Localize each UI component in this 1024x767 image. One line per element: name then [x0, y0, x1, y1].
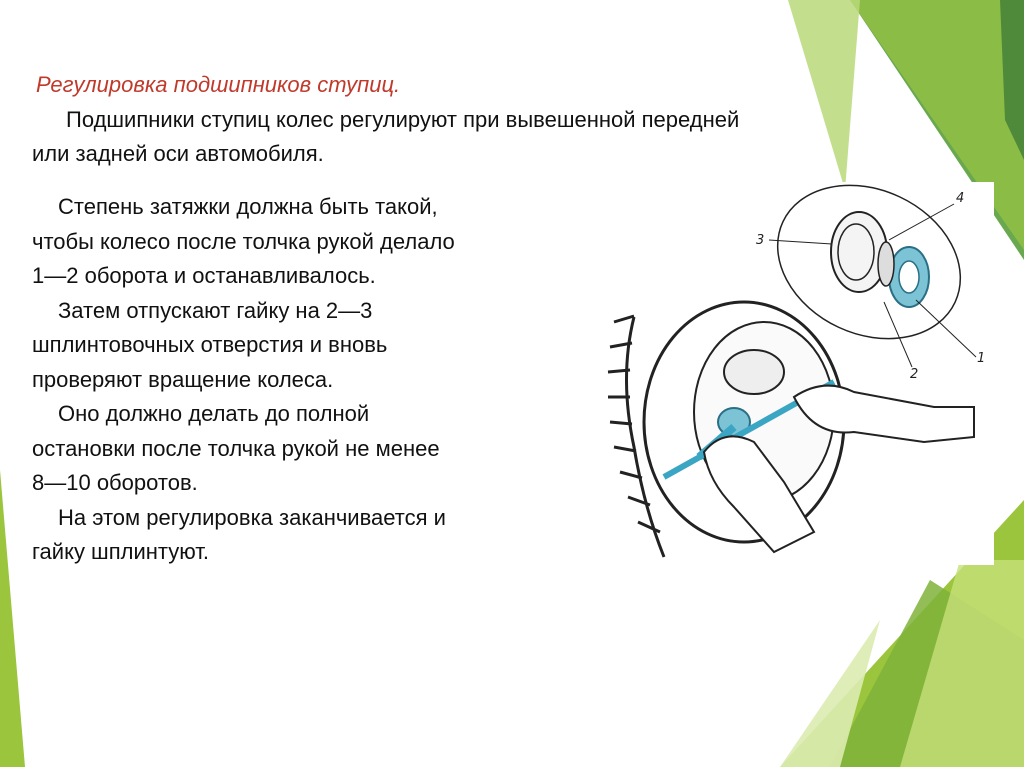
intro-line-2: или задней оси автомобиля. — [32, 141, 324, 166]
body-line-11: гайку шплинтуют. — [32, 539, 209, 564]
wheel-hub-drawing — [594, 182, 994, 565]
callout-label-4: 4 — [956, 191, 965, 206]
hub-cap-area — [724, 350, 784, 394]
body-line-10: На этом регулировка заканчивается и — [58, 504, 446, 530]
body-line-6: проверяют вращение колеса. — [32, 366, 334, 392]
body-line-3: 1—2 оборота и останавливалось. — [32, 263, 376, 288]
tire-tread-marks — [608, 316, 660, 532]
body-line-8: остановки после толчка рукой не менее — [32, 435, 440, 461]
intro-paragraph — [32, 103, 962, 171]
body-line-9: 8—10 оборотов. — [32, 470, 198, 495]
callout-label-2: 2 — [910, 367, 919, 382]
callout-line-2 — [884, 302, 912, 367]
callout-label-1: 1 — [977, 351, 986, 366]
wheel-hub-illustration — [594, 182, 994, 565]
body-line-7: Оно должно делать до полной — [58, 401, 370, 426]
body-line-5: шплинтовочных отверстия и вновь — [32, 332, 388, 357]
body-line-2: чтобы колесо после толчка рукой делало — [32, 228, 455, 254]
slide-title: Регулировка подшипников ступиц. — [36, 72, 401, 97]
intro-line-1: Подшипники ступиц колес регулируют при вывешенной передней — [66, 107, 740, 132]
deco-left-strip — [0, 470, 25, 767]
lock-washer — [878, 242, 894, 286]
callout-line-1 — [916, 300, 976, 357]
callout-label-3: 3 — [756, 233, 765, 248]
body-line-4: Затем отпускают гайку на 2—3 — [58, 297, 373, 323]
body-line-1: Степень затяжки должна быть такой, — [58, 194, 438, 219]
body-paragraph — [32, 190, 592, 570]
adjusting-nut-hole — [899, 261, 919, 293]
